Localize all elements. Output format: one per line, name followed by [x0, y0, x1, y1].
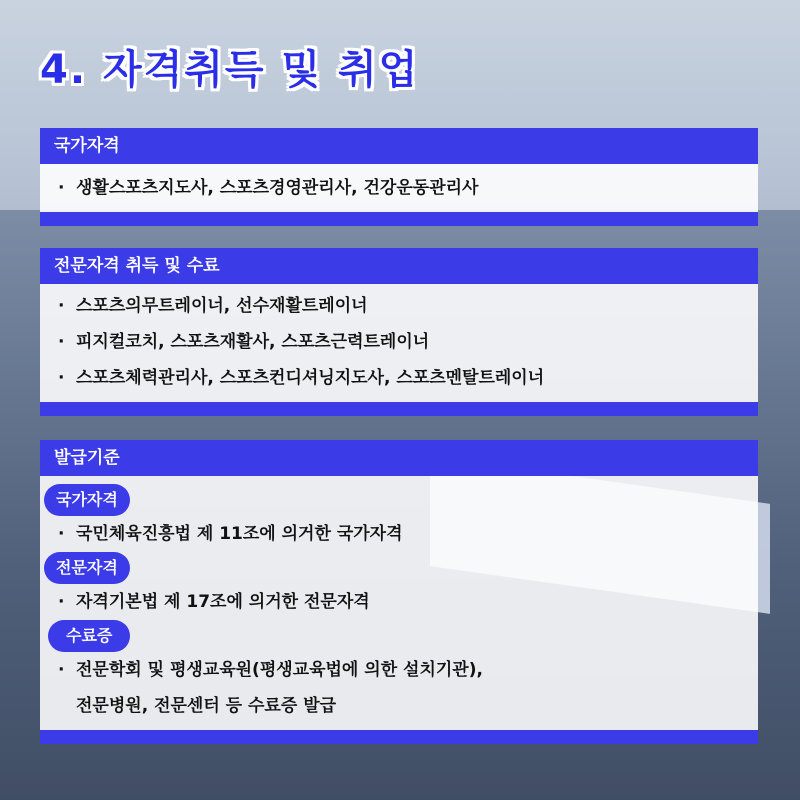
bullet: · — [58, 660, 65, 680]
bullet: · — [58, 524, 65, 544]
list-item — [40, 584, 758, 620]
bullet: · — [58, 332, 65, 352]
badge-national: 국가자격 — [44, 484, 130, 516]
item-text: 자격기본법 제 17조에 의거한 전문자격 — [76, 592, 370, 612]
section-issuance-criteria — [40, 440, 758, 744]
bullet: · — [58, 368, 65, 388]
item-text: 생활스포츠지도사, 스포츠경영관리사, 건강운동관리사 — [76, 178, 479, 198]
bullet: · — [58, 178, 65, 198]
list-item — [40, 324, 758, 360]
item-text: 전문학회 및 평생교육원(평생교육법에 의한 설치기관), — [76, 660, 483, 680]
section-footer-bar — [40, 212, 758, 226]
section-footer-bar — [40, 730, 758, 744]
section-body — [40, 164, 758, 212]
item-text: 피지컬코치, 스포츠재활사, 스포츠근력트레이너 — [76, 332, 430, 352]
section-footer-bar — [40, 402, 758, 416]
badge-certificate: 수료증 — [48, 620, 130, 652]
badge-professional: 전문자격 — [44, 552, 130, 584]
list-item — [40, 170, 758, 206]
section-header: 전문자격 취득 및 수료 — [40, 248, 758, 284]
list-item — [40, 516, 758, 552]
bullet: · — [58, 592, 65, 612]
item-text: 스포츠의무트레이너, 선수재활트레이너 — [76, 296, 368, 316]
section-header: 발급기준 — [40, 440, 758, 476]
list-item — [40, 652, 758, 688]
list-item — [40, 360, 758, 396]
section-professional-qualification — [40, 248, 758, 416]
section-header: 국가자격 — [40, 128, 758, 164]
list-item — [40, 288, 758, 324]
section-body — [40, 476, 758, 730]
item-text: 스포츠체력관리사, 스포츠컨디셔닝지도사, 스포츠멘탈트레이너 — [76, 368, 545, 388]
bullet: · — [58, 296, 65, 316]
section-body — [40, 284, 758, 402]
item-text: 국민체육진흥법 제 11조에 의거한 국가자격 — [76, 524, 403, 544]
section-national-qualification — [40, 128, 758, 226]
page-title: 4. 자격취득 및 취업 — [40, 47, 420, 93]
list-item-continuation: 전문병원, 전문센터 등 수료증 발급 — [76, 696, 337, 716]
